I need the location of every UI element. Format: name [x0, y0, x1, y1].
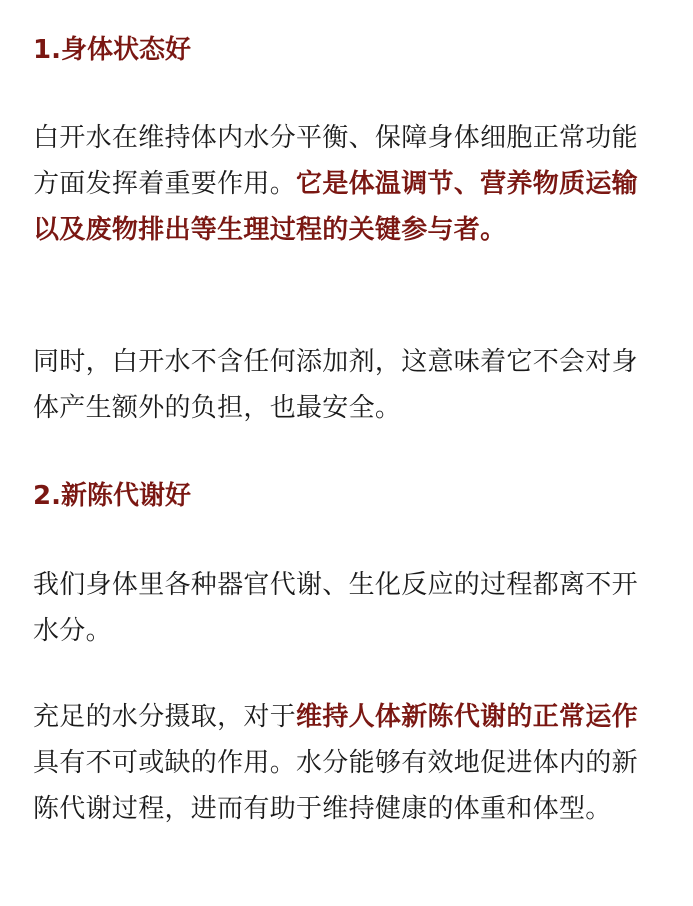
section-2-paragraph-2 — [33, 694, 653, 832]
section-1-paragraph-2-text: 同时，白开水不含任何添加剂，这意味着它不会对身体产生额外的负担，也最安全。 — [33, 347, 638, 423]
section-2-paragraph-1 — [33, 562, 653, 654]
section-1-paragraph-1 — [33, 115, 653, 253]
section-1-paragraph-1-text: 白开水在维持体内水分平衡、保障身体细胞正常功能方面发挥着重要作用。 — [33, 123, 638, 199]
section-1-title: 1.身体状态好 — [33, 35, 191, 65]
section-1-paragraph-2 — [33, 339, 653, 431]
section-2-paragraph-2-text: 充足的水分摄取，对于 — [33, 702, 297, 732]
section-2-paragraph-2-highlight: 维持人体新陈代谢的正常运作 — [296, 702, 638, 732]
section-1-paragraph-1-highlight: 它是体温调节、营养物质运输以及废物排出等生理过程的关键参与者。 — [33, 169, 638, 245]
section-2-paragraph-1-text: 我们身体里各种器官代谢、生化反应的过程都离不开水分。 — [33, 570, 638, 646]
section-2-paragraph-2-text-continued: 具有不可或缺的作用。水分能够有效地促进体内的新陈代谢过程，进而有助于维持健康的体重和体型。 — [33, 748, 638, 824]
section-2-title: 2.新陈代谢好 — [33, 481, 191, 511]
